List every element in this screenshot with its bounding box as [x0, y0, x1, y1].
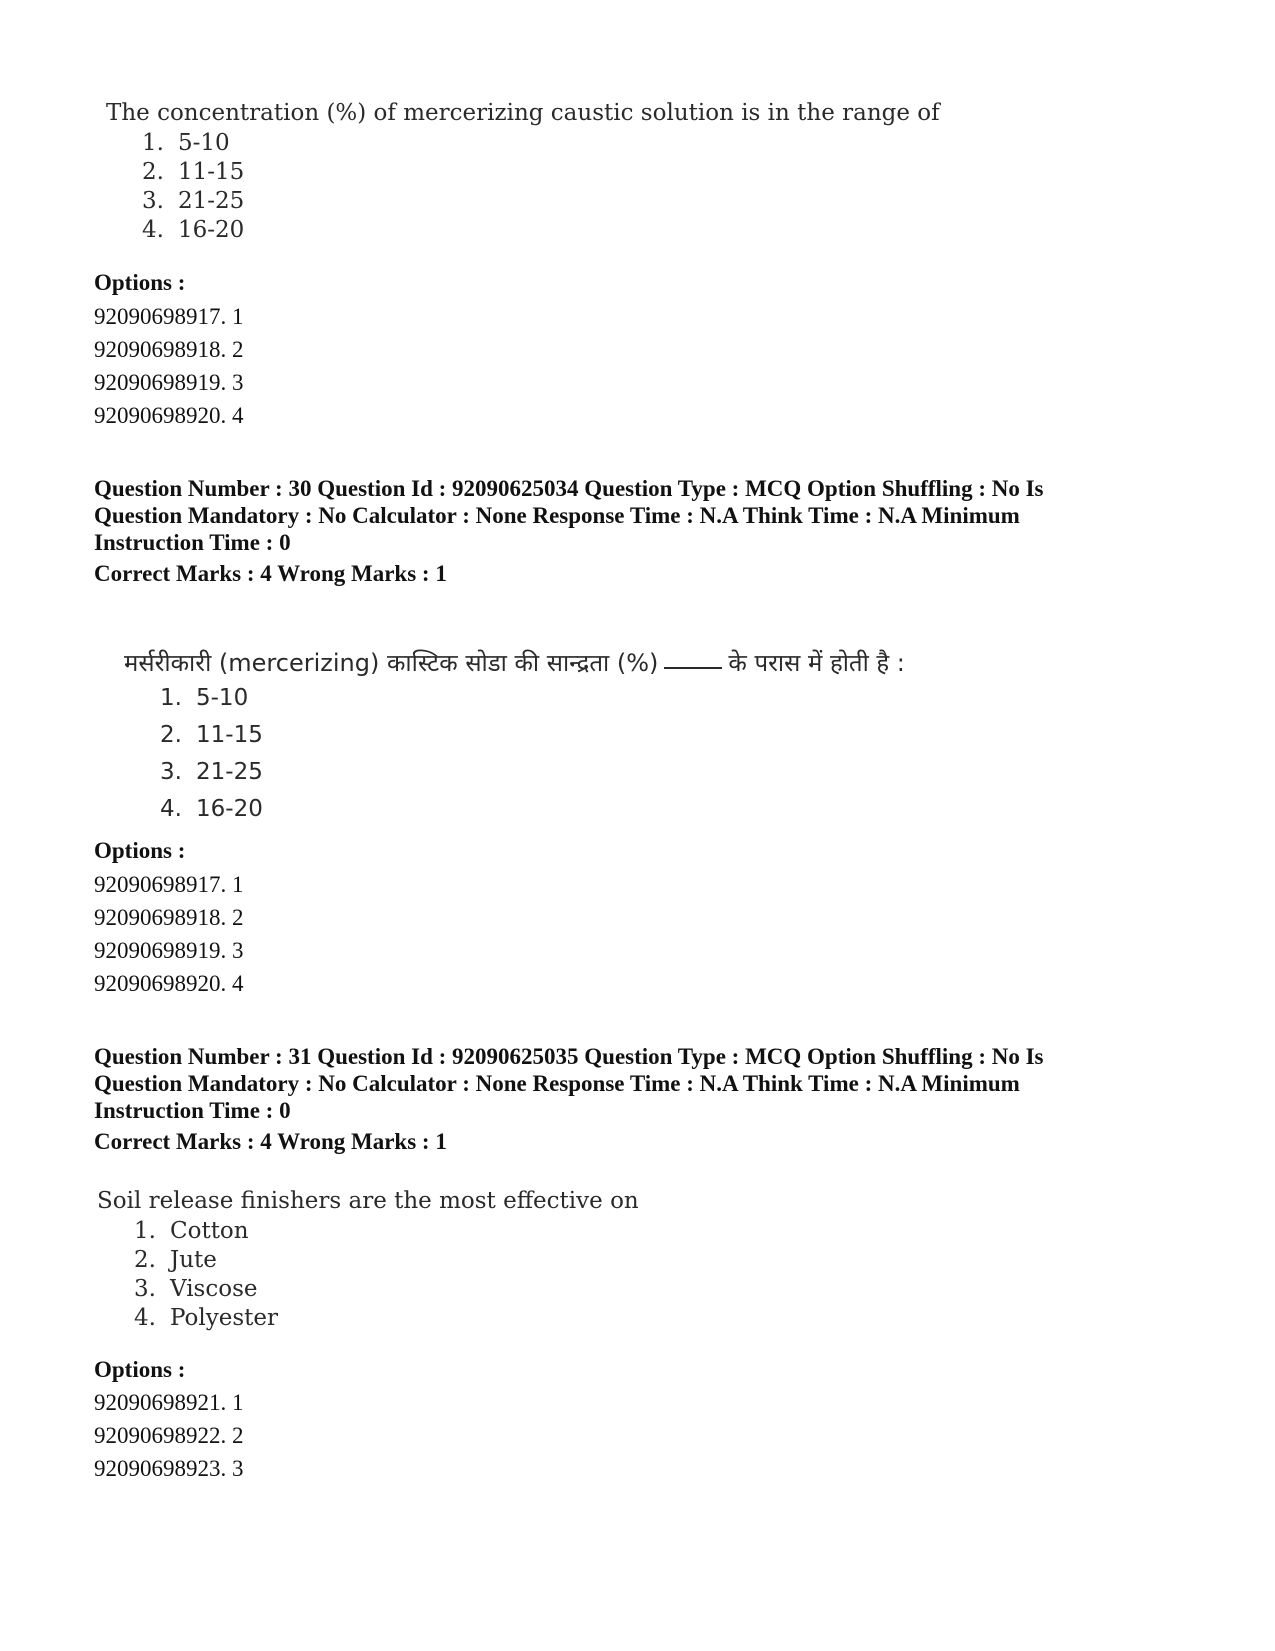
q30-meta-line-1: Question Number : 30 Question Id : 92090625034 Question Type : MCQ Option Shuffling : No Is [94, 476, 1044, 501]
q30-stem [124, 646, 905, 679]
q30-choice-4: 4. 16-20 [160, 796, 263, 822]
q31-choice-3: 3. Viscose [134, 1276, 258, 1302]
q31-options-label: Options : [94, 1357, 186, 1382]
q31-meta [94, 1043, 1104, 1124]
q29-choice-list [142, 129, 244, 245]
q29-option-list [94, 300, 244, 432]
q30-choice-1: 1. 5-10 [160, 685, 249, 711]
q29-option-4: 92090698920. 4 [94, 403, 244, 428]
q30-meta-line-2: Question Mandatory : No Calculator : None Response Time : N.A Think Time : N.A Minimum [94, 503, 1020, 528]
q31-option-2: 92090698922. 2 [94, 1423, 244, 1448]
q30-option-1: 92090698917. 1 [94, 872, 244, 897]
q29-option-2: 92090698918. 2 [94, 337, 244, 362]
q31-option-3: 92090698923. 3 [94, 1456, 244, 1481]
q31-choice-list [134, 1217, 278, 1333]
q31-meta-line-2: Question Mandatory : No Calculator : None Response Time : N.A Think Time : N.A Minimum [94, 1071, 1020, 1096]
q29-stem: The concentration (%) of mercerizing caustic solution is in the range of [106, 100, 940, 126]
q30-stem-blank [664, 667, 722, 669]
q31-choice-2: 2. Jute [134, 1247, 217, 1273]
q31-choice-1: 1. Cotton [134, 1218, 249, 1244]
q31-meta-line-3: Instruction Time : 0 [94, 1098, 291, 1123]
q29-option-3: 92090698919. 3 [94, 370, 244, 395]
q30-stem-after: के परास में होती है : [728, 649, 905, 677]
q29-choice-3: 3. 21-25 [142, 188, 245, 214]
q30-choice-2: 2. 11-15 [160, 722, 263, 748]
q29-choice-2: 2. 11-15 [142, 159, 245, 185]
q30-choice-3: 3. 21-25 [160, 759, 263, 785]
q29-option-1: 92090698917. 1 [94, 304, 244, 329]
q30-choice-list [160, 680, 263, 828]
q30-options-label: Options : [94, 838, 186, 863]
q31-choice-4: 4. Polyester [134, 1305, 279, 1331]
q31-stem: Soil release finishers are the most effective on [97, 1188, 639, 1214]
q31-meta-line-1: Question Number : 31 Question Id : 92090625035 Question Type : MCQ Option Shuffling : No Is [94, 1044, 1044, 1069]
q31-marks: Correct Marks : 4 Wrong Marks : 1 [94, 1129, 447, 1154]
q29-choice-4: 4. 16-20 [142, 217, 245, 243]
q31-option-list [94, 1386, 244, 1485]
q30-option-2: 92090698918. 2 [94, 905, 244, 930]
q30-option-4: 92090698920. 4 [94, 971, 244, 996]
q30-option-3: 92090698919. 3 [94, 938, 244, 963]
q29-choice-1: 1. 5-10 [142, 130, 230, 156]
q30-stem-before: मर्सरीकारी (mercerizing) कास्टिक सोडा की सान्द्रता (%) [124, 649, 659, 677]
q30-marks: Correct Marks : 4 Wrong Marks : 1 [94, 561, 447, 586]
q31-option-1: 92090698921. 1 [94, 1390, 244, 1415]
q30-option-list [94, 868, 244, 1000]
q30-meta [94, 475, 1104, 556]
q30-meta-line-3: Instruction Time : 0 [94, 530, 291, 555]
q29-options-label: Options : [94, 270, 186, 295]
